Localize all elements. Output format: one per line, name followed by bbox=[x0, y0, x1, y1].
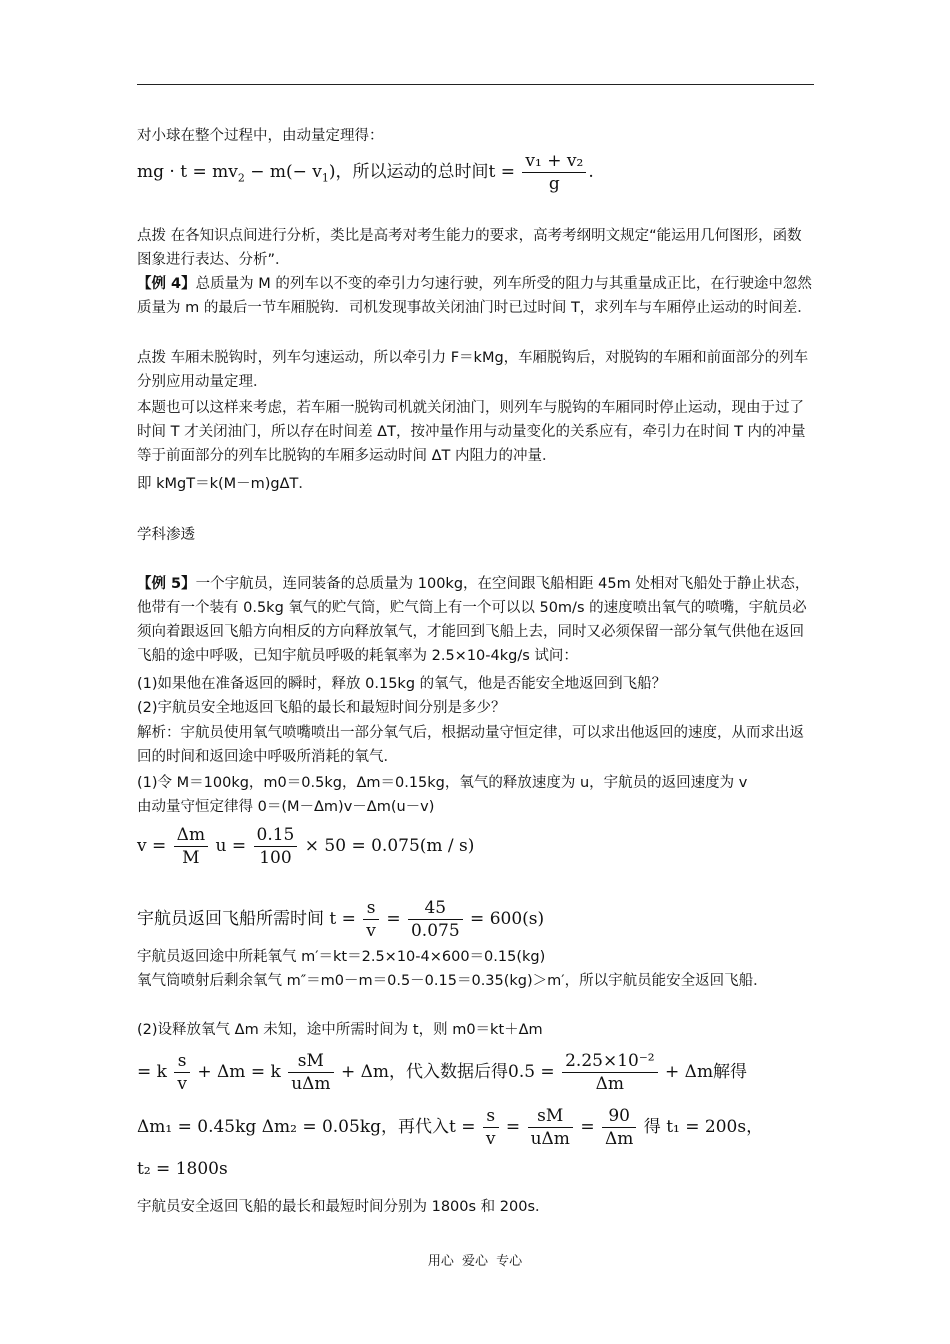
equation-velocity: v = $\frac{\Delta m}{M}$ u = $\frac{0.15}{100}$ × 50 = 0.075(m / s) bbox=[137, 825, 475, 868]
solution-line: 宇航员返回途中所耗氧气 m′＝kt＝2.5×10-4×600＝0.15(kg) bbox=[137, 949, 546, 965]
example-4: 【例 4】总质量为 M 的列车以不变的牵引力匀速行驶，列车所受的阻力与其重量成正比，在行驶途中忽然质量为 m 的最后一节车厢脱钩．司机发现事故关闭油门时已过时间 T，求列车与车厢停止运动的时间差． bbox=[137, 276, 812, 316]
solution-line: 由动量守恒定律得 0＝(M－Δm)v－Δm(u－v) bbox=[137, 799, 435, 815]
page-footer: 用心 爱心 专心 bbox=[427, 1254, 523, 1269]
equation-momentum: mg · $t = mv_2 - m(- v_1)$，所以运动的总时间t = $\frac{\text{v₁ + v₂}}{g}$ . bbox=[137, 151, 594, 194]
section-title: 学科渗透 bbox=[137, 527, 195, 543]
question-2: (2)宇航员安全地返回飞船的最长和最短时间分别是多少？ bbox=[137, 700, 506, 716]
equation-time: 宇航员返回飞船所需时间 t = $\frac{s}{v}$ = $\frac{45}{0.075}$ = 600(s) bbox=[137, 898, 545, 941]
equation-line: 即 kMgT＝k(M－m)gΔT． bbox=[137, 476, 313, 492]
example-5: 【例 5】一个宇航员，连同装备的总质量为 100kg，在空间跟飞船相距 45m 处相对飞船处于静止状态，他带有一个装有 0.5kg 氧气的贮气筒，贮气筒上有一个可以以 50m/s 的速度喷出氧气的喷嘴，宇航员必须向着跟返回飞船方向相反的方向释放氧气，才能回到飞船上去，同时又必须保留一部分氧气供他在返回飞船的途中呼吸，已知宇航员呼吸的耗氧率为 2.5×10-4kg/s 试问： bbox=[137, 576, 810, 664]
tip-paragraph: 点拨 在各知识点间进行分析，类比是高考对考生能力的要求，高考考纲明文规定“能运用几何图形，函数图象进行表达、分析”． bbox=[137, 228, 802, 268]
text-line: 对小球在整个过程中，由动量定理得： bbox=[137, 128, 384, 144]
equation-oxygen: = k $\frac{s}{v}$ + Δm = k $\frac{sM}{\text{uΔm}}$ + Δm，代入数据后得0.5 = $\frac{\text{2.25×10⁻²}}{\Delta m}$ + Δm解得 bbox=[137, 1051, 748, 1094]
conclusion-line: 宇航员安全返回飞船的最长和最短时间分别为 1800s 和 200s． bbox=[137, 1199, 550, 1215]
header-rule bbox=[137, 84, 814, 85]
question-1: (1)如果他在准备返回的瞬时，释放 0.15kg 的氧气，他是否能安全地返回到飞船？ bbox=[137, 676, 667, 692]
tip-paragraph-2: 点拨 车厢未脱钩时，列车匀速运动，所以牵引力 F＝kMg，车厢脱钩后，对脱钩的车厢和前面部分的列车分别应用动量定理． bbox=[137, 350, 809, 390]
solution-line: (1)令 M＝100kg，m0＝0.5kg，Δm＝0.15kg，氧气的释放速度为 u，宇航员的返回速度为 v bbox=[137, 775, 748, 791]
equation-t2: t₂ = 1800s bbox=[137, 1159, 228, 1179]
analysis-paragraph: 解析：宇航员使用氧气喷嘴喷出一部分氧气后，根据动量守恒定律，可以求出他返回的速度，从而求出返回的时间和返回途中呼吸所消耗的氧气． bbox=[137, 725, 804, 765]
solution-line: 氧气筒喷射后剩余氧气 m″＝m0－m＝0.5－0.15＝0.35(kg)＞m′，所以宇航员能安全返回飞船． bbox=[137, 973, 768, 989]
explanation-paragraph: 本题也可以这样来考虑，若车厢一脱钩司机就关闭油门，则列车与脱钩的车厢同时停止运动，现由于过了时间 T 才关闭油门，所以存在时间差 ΔT，按冲量作用与动量变化的关系应有，牵引力在时间 T 内的冲量等于前面部分的列车比脱钩的车厢多运动时间 ΔT 内阻力的冲量． bbox=[137, 400, 806, 464]
solution-line: (2)设释放氧气 Δm 未知，途中所需时间为 t，则 m0＝kt＋Δm bbox=[137, 1022, 543, 1038]
equation-roots: Δm₁ = 0.45kg Δm₂ = 0.05kg，再代入t = $\frac{s}{v}$ = $\frac{sM}{\text{uΔm}}$ = $\frac{90}{\Delta m}$ 得 t₁ = 200s， bbox=[137, 1106, 764, 1149]
